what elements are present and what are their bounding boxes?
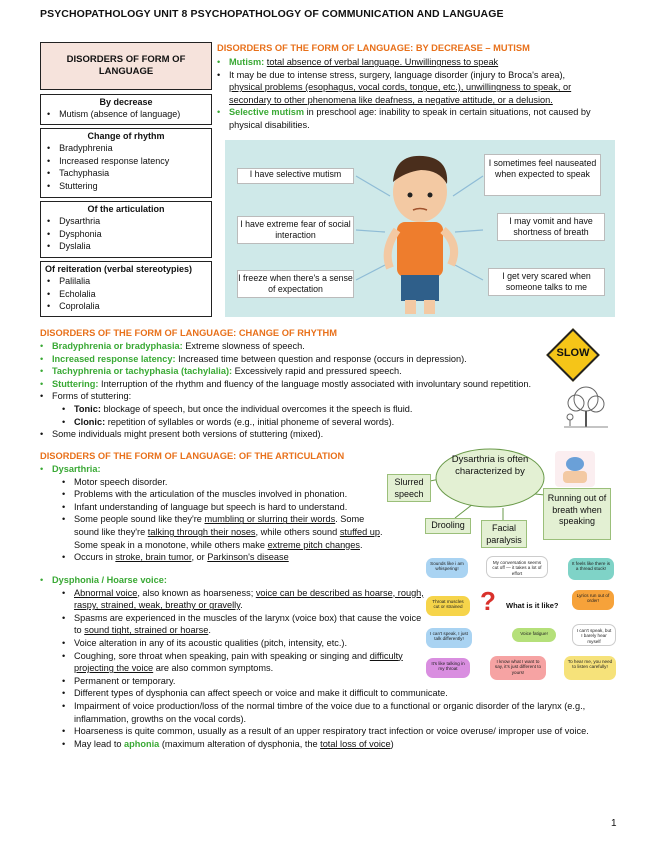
text: Spasms are experienced in the muscles of the larynx (voice box) that cause the voice to bbox=[74, 612, 422, 636]
text: difficulty projecting the voice bbox=[74, 650, 403, 674]
text: repetition of syllables or words (e.g., initial phoneme of several words). bbox=[107, 416, 395, 427]
diagram-center-label: Dysarthria is often characterized by bbox=[451, 454, 529, 477]
text: Occurs in bbox=[74, 552, 116, 563]
text: Some individuals might present both versions of stuttering (mixed). bbox=[52, 429, 324, 440]
question-mark-icon: ? bbox=[480, 586, 496, 616]
bubble: I can't speak, I just talk differently! bbox=[426, 628, 472, 648]
text: Impairment of voice production/loss of the normal timbre of the voice due to a functional or organic disorder of the larynx (e.g., inflammation, growths on the vocal cords). bbox=[74, 700, 586, 724]
text: stuffed up bbox=[339, 526, 380, 537]
text: Problems with the articulation of the muscles involved in phonation. bbox=[74, 489, 348, 500]
diagram-slurred: Slurred speech bbox=[387, 474, 431, 502]
page-number: 1 bbox=[611, 818, 617, 829]
text: Extreme slowness of speech. bbox=[185, 341, 305, 351]
text: Hoarseness is quite common, usually as a result of an upper respiratory tract infection or voice overuse/ improper use of voice. bbox=[74, 726, 589, 737]
term: Dysarthria: bbox=[52, 464, 101, 474]
list-item: • Stuttering bbox=[47, 180, 211, 193]
text: Permanent or temporary. bbox=[74, 675, 176, 686]
text: Increased time between question and response (occurs in depression). bbox=[178, 353, 467, 364]
bubble: I can't speak, but I barely hear myself bbox=[572, 624, 616, 646]
text: , also known as hoarseness; bbox=[137, 587, 256, 598]
term: Dysphonia / Hoarse voice: bbox=[52, 575, 167, 585]
sidebar-title: DISORDERS OF FORM OF LANGUAGE bbox=[40, 42, 212, 90]
text: physical problems (esophagus, vocal cords, tongue, etc.), unwillingness to speak, or bbox=[229, 82, 572, 93]
diagram-drooling: Drooling bbox=[425, 518, 471, 534]
term: Selective mutism bbox=[229, 107, 305, 118]
bubble: Voice fatigue! bbox=[512, 628, 556, 642]
articulation-title: DISORDERS OF THE FORM OF LANGUAGE: OF THE ARTICULATION bbox=[40, 451, 345, 461]
selective-mutism-infographic bbox=[225, 140, 615, 317]
list-item: • Palilalia bbox=[47, 275, 211, 288]
text: voice can be described as hoarse, rough, raspy, strained, weak, breathy or gravelly bbox=[74, 587, 424, 611]
bubble: To hear me, you need to listen carefully! bbox=[564, 656, 616, 680]
callout-5: I freeze when there's a sense of expectation bbox=[237, 270, 354, 298]
term: Tonic: bbox=[74, 403, 101, 414]
diagram-breath: Running out of breath when speaking bbox=[543, 488, 611, 540]
bubble: Sounds like i am whispering! bbox=[426, 558, 468, 578]
bubble: It feels like there is a thread stuck! bbox=[568, 558, 614, 580]
dysarthria-text bbox=[40, 463, 385, 564]
text: Coughing, sore throat when speaking, pain with speaking or singing and bbox=[74, 650, 370, 661]
callout-3: I have extreme fear of social interaction bbox=[237, 216, 354, 244]
diagram-facial: Facial paralysis bbox=[481, 520, 527, 548]
text: secondary to other phenomena like deafness, a negative attitude, or a delusion. bbox=[229, 94, 553, 105]
group-title: Of reiteration (verbal stereotypies) bbox=[45, 264, 193, 274]
text: total absence of verbal language. Unwillingness to speak bbox=[266, 57, 499, 67]
graphic-question: What is it like? bbox=[506, 601, 559, 610]
sidebar-group-decrease bbox=[40, 94, 212, 125]
callout-4: I may vomit and have shortness of breath bbox=[497, 213, 605, 241]
text: blockage of speech, but once the individual overcomes it the speech is fluid. bbox=[103, 403, 413, 414]
list-item: • Echolalia bbox=[47, 288, 211, 301]
bubble: My conversation seems cut off — it takes a lot of effort bbox=[486, 556, 548, 578]
page-header: PSYCHOPATHOLOGY UNIT 8 PSYCHOPATHOLOGY OF COMMUNICATION AND LANGUAGE bbox=[40, 8, 504, 20]
list-item: • Dysphonia bbox=[47, 228, 211, 241]
text: . Some sound like they're bbox=[74, 514, 365, 537]
text: Interruption of the rhythm and fluency of the language mostly associated with involuntary sound repetition. bbox=[101, 378, 532, 389]
text: Forms of stuttering: bbox=[52, 391, 132, 402]
text: May lead to bbox=[74, 738, 125, 749]
sidebar-group-rhythm bbox=[40, 128, 212, 198]
list-item: • Dysarthria bbox=[47, 215, 211, 228]
text: ) bbox=[390, 738, 394, 749]
text: Abnormal voice bbox=[74, 587, 138, 598]
text: Excessively rapid and pressured speech. bbox=[234, 366, 402, 377]
bubble: It's like talking in my throat bbox=[426, 658, 470, 678]
callout-2: I sometimes feel nauseated when expected to speak bbox=[484, 154, 601, 196]
callout-6: I get very scared when someone talks to me bbox=[488, 268, 605, 296]
avatar-icon bbox=[555, 451, 595, 487]
text: sound tight, strained or hoarse bbox=[84, 625, 209, 636]
text: Motor speech disorder. bbox=[74, 476, 168, 487]
rhythm-text bbox=[40, 340, 600, 441]
dysphonia-graphic bbox=[424, 556, 620, 682]
mutism-title: DISORDERS OF THE FORM OF LANGUAGE: BY DECREASE – MUTISM bbox=[217, 43, 530, 53]
term: Bradyphrenia or bradyphasia: bbox=[52, 341, 183, 351]
text: in preschool age: inability to speak in certain situations, not caused by physical disabilities. bbox=[229, 107, 591, 130]
list-item: • Tachyphasia bbox=[47, 167, 211, 180]
group-title: By decrease bbox=[99, 97, 153, 107]
list-item: • Dyslalia bbox=[47, 240, 211, 253]
group-title: Change of rhythm bbox=[87, 131, 165, 141]
list-item: • Mutism (absence of language) bbox=[47, 108, 211, 121]
text: total loss of voice bbox=[320, 738, 391, 749]
text: Infant understanding of language but speech is hard to understand. bbox=[74, 501, 348, 512]
term: Clonic: bbox=[74, 416, 106, 427]
text: Some people sound like they're bbox=[74, 514, 205, 525]
slow-label: SLOW bbox=[556, 347, 590, 359]
tree-sketch bbox=[558, 385, 610, 429]
text: extreme pitch changes bbox=[267, 539, 360, 550]
text: Different types of dysphonia can affect speech or voice and make it difficult to communicate. bbox=[74, 688, 448, 699]
text: mumbling or slurring their words bbox=[204, 514, 336, 525]
text: Parkinson's disease bbox=[207, 552, 289, 563]
text: . bbox=[208, 625, 211, 636]
text: talking through their noses bbox=[147, 526, 256, 537]
term: aphonia bbox=[124, 738, 160, 749]
text: stroke, brain tumor bbox=[115, 552, 192, 563]
text: (maximum alteration of dysphonia, the bbox=[159, 738, 321, 749]
diagram-center bbox=[445, 454, 535, 478]
slow-sign bbox=[546, 328, 600, 382]
bubble: Throat muscles cut or strained bbox=[426, 596, 470, 616]
mutism-text bbox=[217, 56, 612, 132]
rhythm-title: DISORDERS OF THE FORM OF LANGUAGE: CHANGE OF RHYTHM bbox=[40, 328, 337, 338]
text: , while others sound bbox=[255, 526, 340, 537]
term: Tachyphrenia or tachyphasia (tachylalia): bbox=[52, 366, 233, 377]
list-item: • Increased response latency bbox=[47, 155, 211, 168]
bubble: Lyrics run out of order! bbox=[572, 590, 614, 610]
term: Stuttering: bbox=[52, 378, 99, 389]
list-item: • Coprolalia bbox=[47, 300, 211, 313]
list-item: • Bradyphrenia bbox=[47, 142, 211, 155]
text: . bbox=[360, 539, 363, 550]
text: are also common symptoms. bbox=[153, 663, 274, 674]
callout-1: I have selective mutism bbox=[237, 168, 354, 184]
text: , or bbox=[191, 552, 208, 563]
term: Mutism: bbox=[229, 57, 265, 67]
sidebar-group-articulation bbox=[40, 201, 212, 258]
text: . Some speak in a monotone, while others make bbox=[74, 526, 383, 550]
group-title: Of the articulation bbox=[87, 204, 165, 214]
term: Increased response latency: bbox=[52, 353, 176, 364]
text: It may be due to intense stress, surgery, language disorder (injury to Broca's area), bbox=[229, 69, 566, 80]
text: Voice alteration in any of its acoustic qualities (pitch, intensity, etc.). bbox=[74, 637, 348, 648]
sidebar-group-reiteration bbox=[40, 261, 212, 317]
bubble: I know what I want to say, it's just different to yours! bbox=[490, 656, 546, 680]
text: . bbox=[240, 600, 243, 611]
